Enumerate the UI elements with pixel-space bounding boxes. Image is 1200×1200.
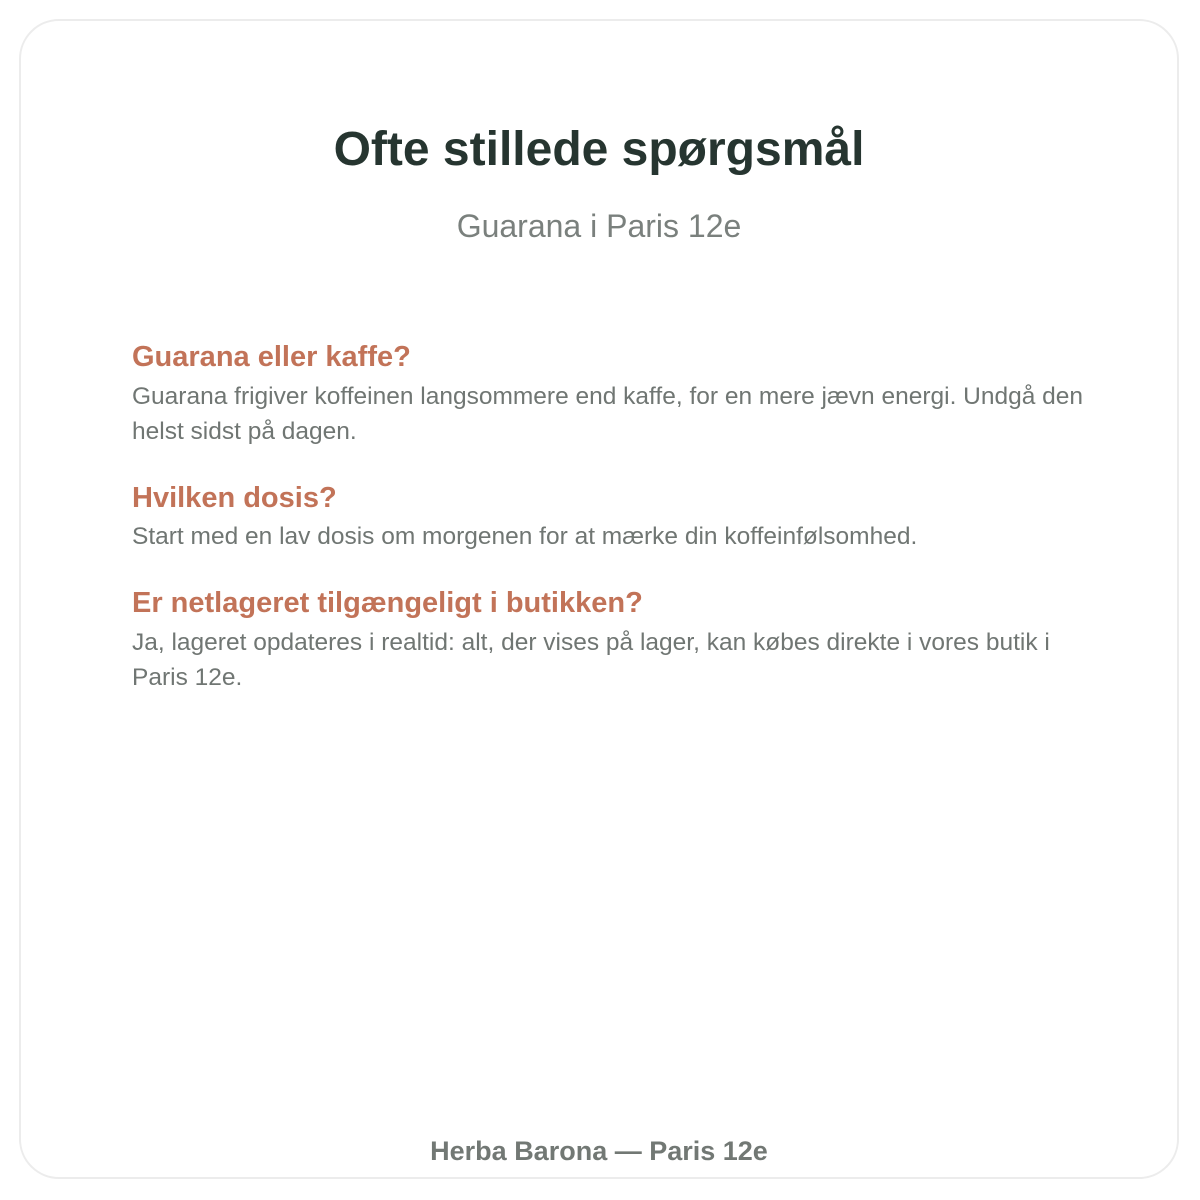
faq-item bbox=[132, 339, 1092, 450]
page-title: Ofte stillede spørgsmål bbox=[333, 123, 865, 176]
faq-item bbox=[132, 585, 1092, 696]
faq-question: Guarana eller kaffe? bbox=[132, 341, 411, 373]
page-subtitle: Guarana i Paris 12e bbox=[456, 208, 742, 244]
faq-answer: Start med en lav dosis om morgenen for at mærke din koffeinfølsomhed. bbox=[132, 523, 918, 551]
faq-question: Er netlageret tilgængeligt i butikken? bbox=[132, 586, 643, 619]
faq-list bbox=[132, 339, 1092, 726]
faq-card bbox=[19, 19, 1179, 1179]
faq-answer: Guarana frigiver koffeinen langsommere end kaffe, for en mere jævn energi. Undgå den helst sidst på dagen. bbox=[132, 382, 1084, 446]
footer-brand: Herba Barona — Paris 12e bbox=[430, 1136, 768, 1166]
faq-question: Hvilken dosis? bbox=[132, 481, 337, 514]
faq-item bbox=[132, 480, 1092, 555]
faq-answer: Ja, lageret opdateres i realtid: alt, der vises på lager, kan købes direkte i vores butik i Paris 12e. bbox=[132, 628, 1050, 692]
